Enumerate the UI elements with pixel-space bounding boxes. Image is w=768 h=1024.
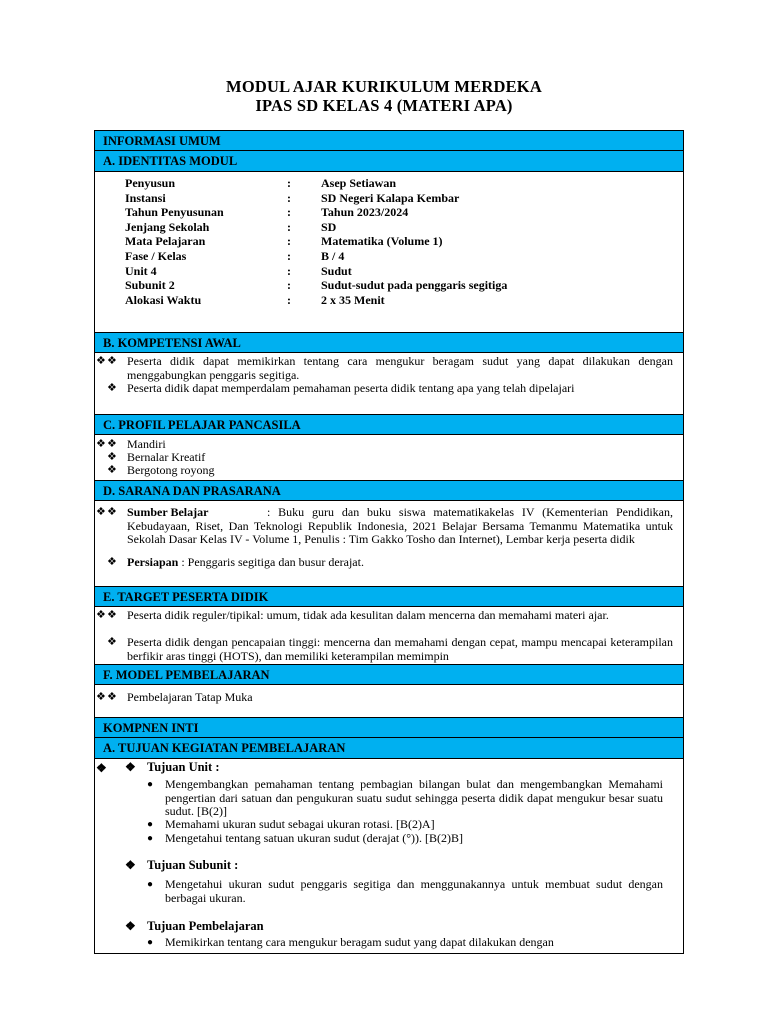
list-bullet-icon: ❖ [107,438,117,450]
list-bullet-icon: ❖ [107,636,117,648]
list-item: ❖ Pembelajaran Tatap Muka [107,690,253,704]
header-target-peserta: E. TARGET PESERTA DIDIK [95,586,683,607]
identity-row: Subunit 2 : Sudut-sudut pada penggaris segitiga [125,278,508,293]
list-item: ● Mengetahui tentang satuan ukuran sudut (derajat (°)). [B(2)B] [147,831,464,845]
header-sarana-prasarana: D. SARANA DAN PRASARANA [95,480,683,501]
identity-row: Tahun Penyusunan : Tahun 2023/2024 [125,205,409,220]
list-item: ❖ Peserta didik reguler/tipikal: umum, tidak ada kesulitan dalam mencerna dan memahami materi ajar. [107,608,609,622]
tujuan-unit-label: ❖ Tujuan Unit : [125,760,220,774]
section-kompetensi [95,353,683,414]
list-bullet-icon: ❖ [96,506,106,518]
list-item-persiapan: ❖ Persiapan : Penggaris segitiga dan busur derajat. [107,555,364,569]
list-item: ❖ Bergotong royong [107,463,215,477]
identity-row: Unit 4 : Sudut [125,263,352,278]
identity-row: Fase / Kelas : B / 4 [125,249,345,263]
section-tujuan [95,759,683,953]
list-item: ❖ Mandiri [107,437,166,451]
header-tujuan-kegiatan: A. TUJUAN KEGIATAN PEMBELAJARAN [95,738,683,759]
list-bullet-icon: ❖ [107,355,117,367]
section-model [95,685,683,717]
list-bullet-icon: ❖ [107,382,117,394]
section-profil [95,435,683,480]
list-bullet-icon: ❖ [107,691,117,703]
list-bullet-icon: ❖ [96,691,106,703]
section-target [95,607,683,664]
identity-row: Jenjang Sekolah : SD [125,219,337,234]
header-kompetensi-awal: B. KOMPETENSI AWAL [95,332,683,353]
header-model-pembelajaran: F. MODEL PEMBELAJARAN [95,664,683,685]
list-bullet-icon: ❖ [125,760,136,774]
dot-bullet-icon: ● [147,779,154,790]
section-sarana [95,501,683,586]
list-item: ● Mengetahui ukuran sudut penggaris segitiga dan menggunakannya untuk membuat sudut dengan berbagai ukuran. [147,877,663,905]
list-bullet-icon: ❖ [107,506,117,518]
identity-row: Penyusun : Asep Setiawan [125,176,397,190]
identity-row: Mata Pelajaran : Matematika (Volume 1) [125,234,443,249]
document-title-line2: IPAS SD KELAS 4 (MATERI APA) [255,96,513,115]
list-item: ❖ Peserta didik dapat memikirkan tentang cara mengukur beragam sudut yang dapat dilakukan dengan menggabungkan penggaris segitiga. [107,354,673,382]
dot-bullet-icon: ● [147,937,154,948]
list-bullet-icon: ❖ [125,919,136,933]
list-item: ❖ Bernalar Kreatif [107,450,206,464]
list-item: ❖ Peserta didik dengan pencapaian tinggi: mencerna dan memahami dengan cepat, mampu mencapai keterampilan berfikir aras tinggi (HOTS), dan memiliki keterampilan memimpin [107,635,673,663]
section-identitas [95,172,683,332]
header-informasi-umum: INFORMASI UMUM [95,130,683,151]
module-table [94,130,684,954]
list-item: ● Memikirkan tentang cara mengukur beragam sudut yang dapat dilakukan dengan [147,935,554,949]
list-bullet-icon: ❖ [96,609,106,621]
header-komponen-inti: KOMPNEN INTI [95,717,683,738]
tujuan-subunit-label: ❖ Tujuan Subunit : [125,858,239,872]
dot-bullet-icon: ● [147,879,154,890]
list-item: ❖ Peserta didik dapat memperdalam pemahaman peserta didik tentang apa yang telah dipelajari [107,381,575,395]
list-bullet-icon: ❖ [96,761,107,775]
identity-row: Alokasi Waktu : 2 x 35 Menit [125,292,385,307]
list-bullet-icon: ❖ [107,609,117,621]
list-bullet-icon: ❖ [107,464,117,476]
list-bullet-icon: ❖ [107,451,117,463]
tujuan-pembelajaran-label: ❖ Tujuan Pembelajaran [125,919,264,933]
list-item: ● Memahami ukuran sudut sebagai ukuran rotasi. [B(2)A] [147,817,435,831]
list-item: ● Mengembangkan pemahaman tentang pembagian bilangan bulat dan mengembangkan Memahami pengertian dari satuan dan pengukuran suatu sudut sehingga peserta didik dapat mengukur besar suatu sudut. [B(2)] [147,777,663,818]
identity-row: Instansi : SD Negeri Kalapa Kembar [125,190,460,205]
header-identitas-modul: A. IDENTITAS MODUL [95,151,683,172]
list-bullet-icon: ❖ [125,858,136,872]
document-title-line1: MODUL AJAR KURIKULUM MERDEKA [226,77,542,96]
list-bullet-icon: ❖ [107,556,117,568]
list-item-sumber-belajar: ❖ Sumber Belajar : Buku guru dan buku siswa matematikakelas IV (Kementerian Pendidikan, Kebudayaan, Riset, Dan Teknologi Republik Indonesia, 2021 Belajar Bersama Temanmu Matematika untuk Sekolah Dasar Kelas IV - Volume 1, Penulis : Tim Gakko Tosho dan Internet), Lembar kerja peserta didik [107,505,673,546]
dot-bullet-icon: ● [147,833,154,844]
list-bullet-icon: ❖ [96,355,106,367]
header-profil-pelajar: C. PROFIL PELAJAR PANCASILA [95,414,683,435]
dot-bullet-icon: ● [147,819,154,830]
list-bullet-icon: ❖ [96,438,106,450]
